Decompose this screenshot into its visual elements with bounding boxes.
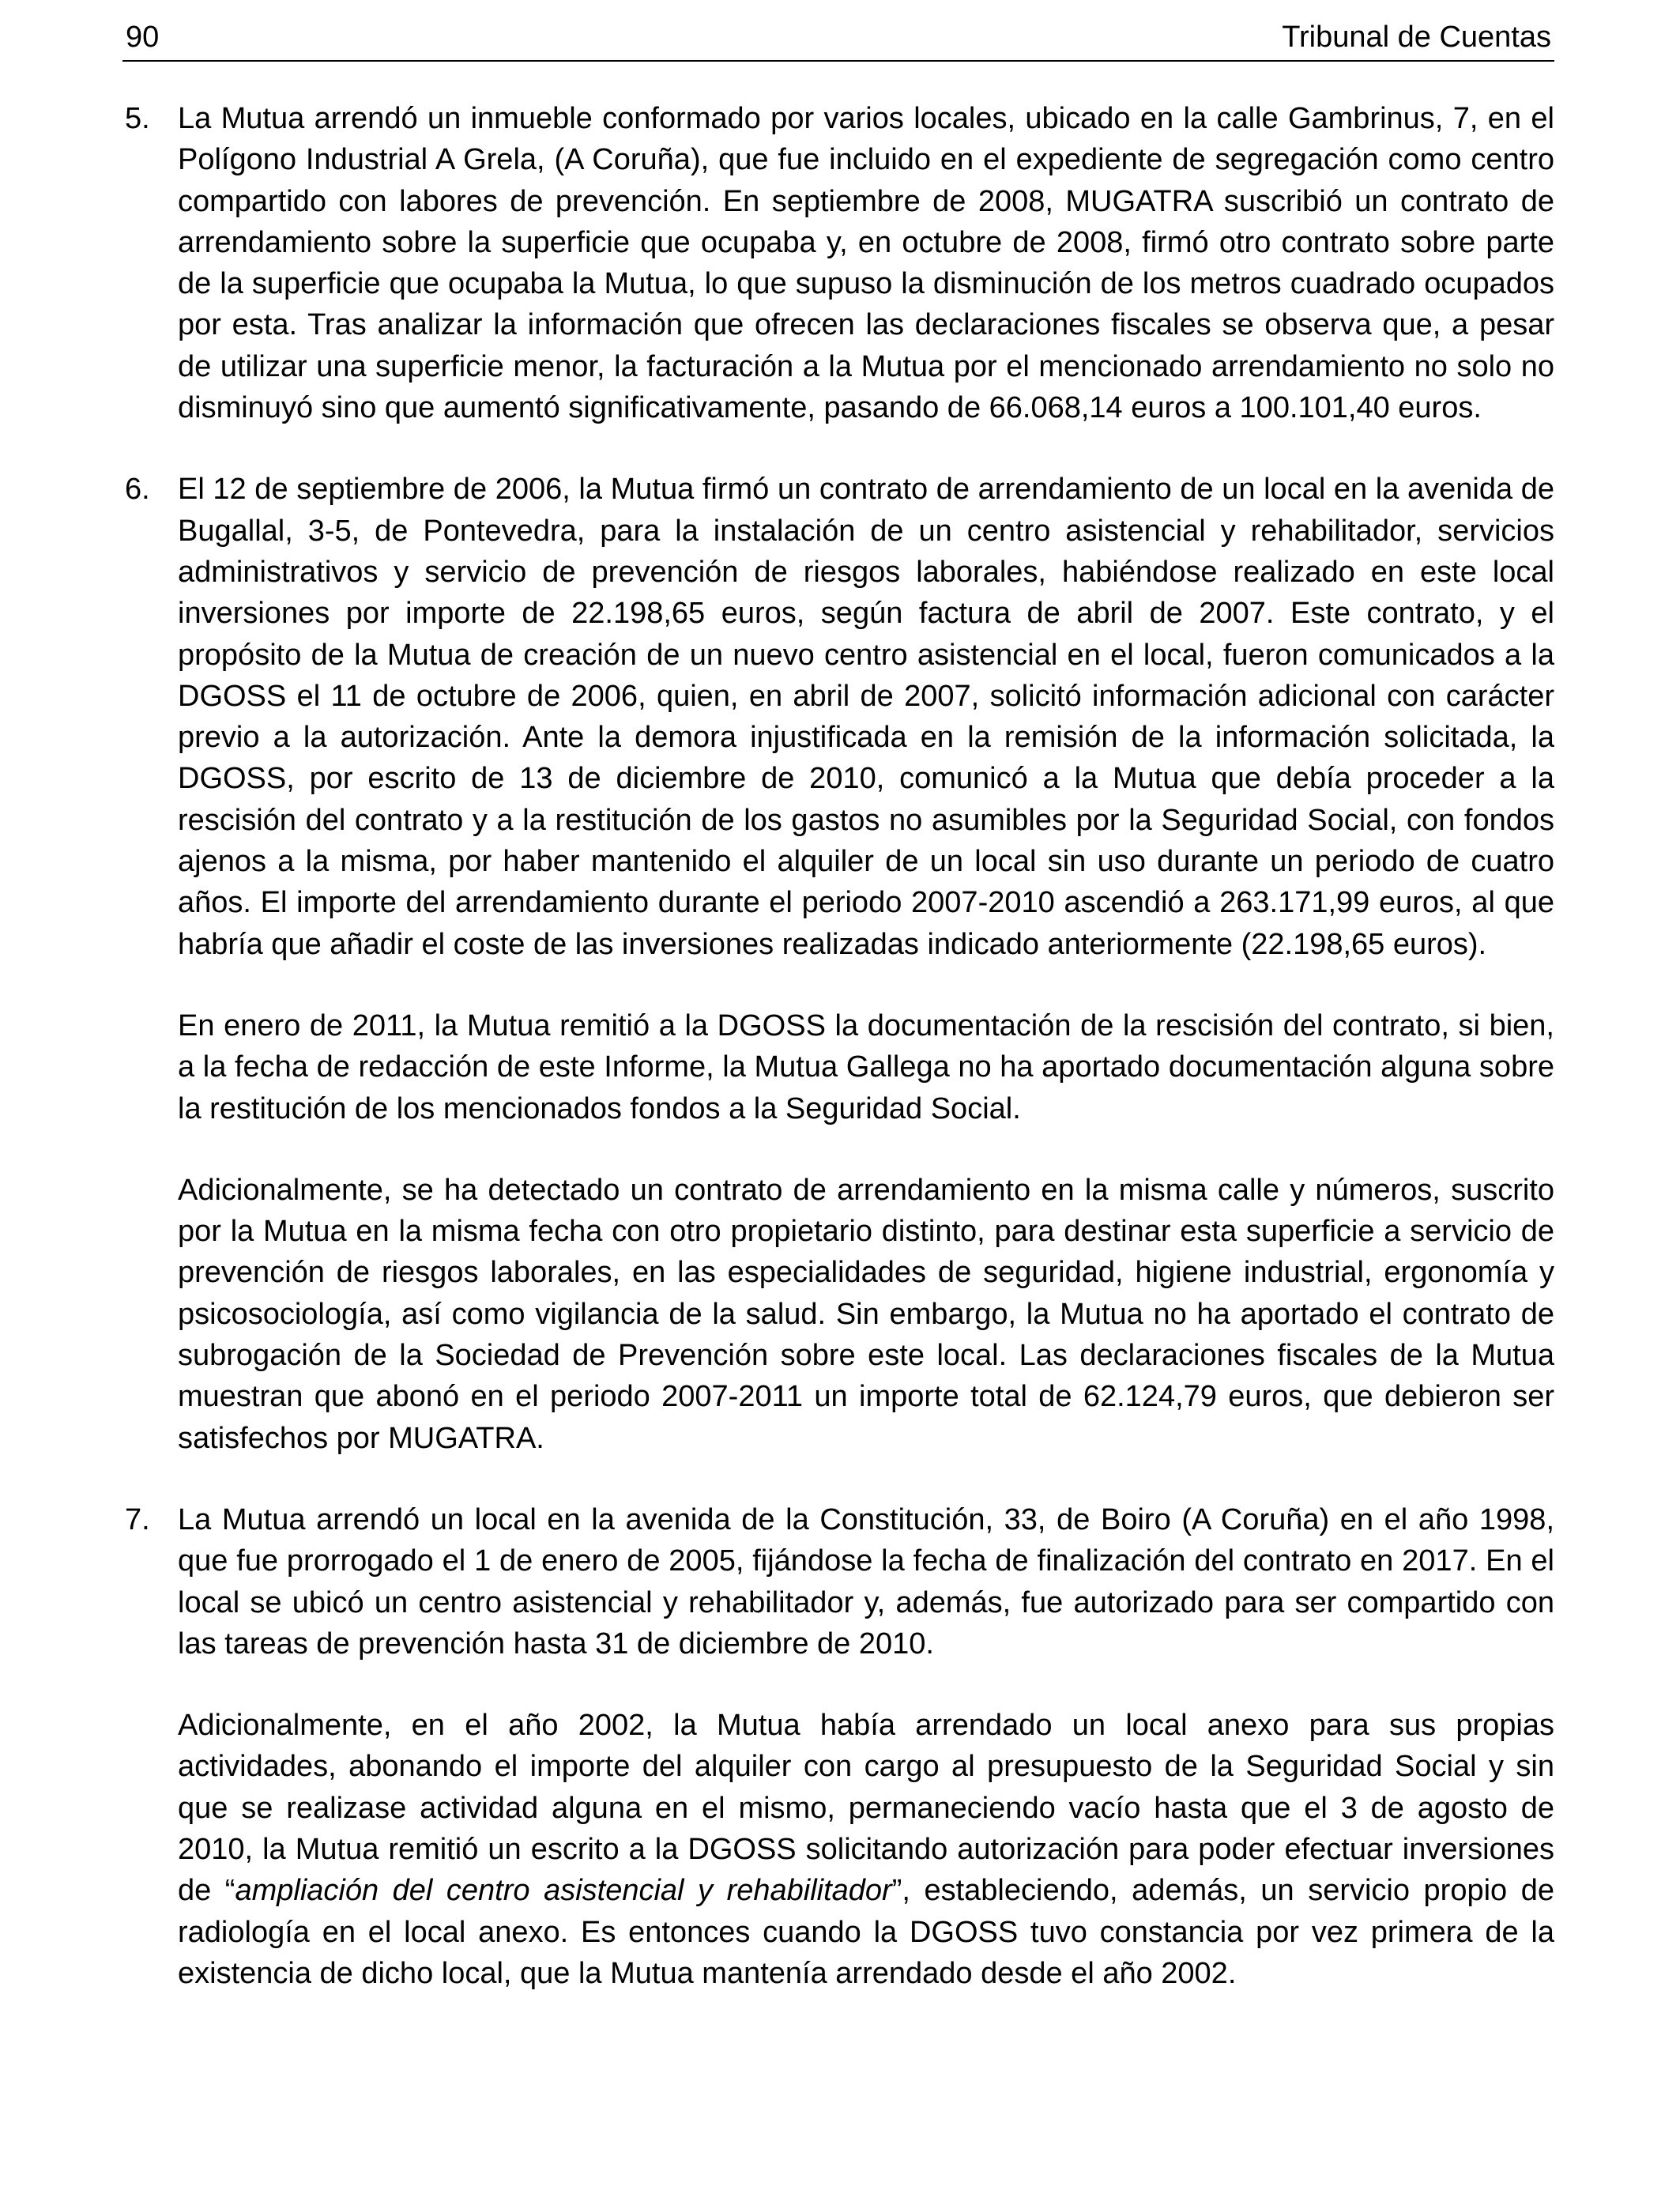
page-header xyxy=(122,16,1554,62)
item-number: 6. xyxy=(125,473,150,507)
page-content xyxy=(122,98,1554,2034)
item-number: 5. xyxy=(125,102,150,135)
paragraph: La Mutua arrendó un inmueble conformado por varios locales, ubicado en la calle Gambrinus, 7, en el Polígono Industrial A Grela, (A Coruña), que fue incluido en el expediente de segregación como centro compartido con labores de prevención. En septiembre de 2008, MUGATRA suscribió un contrato de arrendamiento sobre la superficie que ocupaba y, en octubre de 2008, firmó otro contrato sobre parte de la superficie que ocupaba la Mutua, lo que supuso la disminución de los metros cuadrado ocupados por esta. Tras analizar la información que ofrecen las declaraciones fiscales se observa que, a pesar de utilizar una superficie menor, la facturación a la Mutua por el mencionado arrendamiento no solo no disminuyó sino que aumentó significativamente, pasando de 66.068,14 euros a 100.101,40 euros. xyxy=(178,102,1554,425)
paragraph: El 12 de septiembre de 2006, la Mutua firmó un contrato de arrendamiento de un local en la avenida de Bugallal, 3-5, de Pontevedra, para la instalación de un centro asistencial y rehabilitador, servicios administrativos y servicio de prevención de riesgos laborales, habiéndose realizado en este local inversiones por importe de 22.198,65 euros, según factura de abril de 2007. Este contrato, y el propósito de la Mutua de creación de un nuevo centro asistencial en el local, fueron comunicados a la DGOSS el 11 de octubre de 2006, quien, en abril de 2007, solicitó información adicional con carácter previo a la autorización. Ante la demora injustificada en la remisión de la información solicitada, la DGOSS, por escrito de 13 de diciembre de 2010, comunicó a la Mutua que debía proceder a la rescisión del contrato y a la restitución de los gastos no asumibles por la Seguridad Social, con fondos ajenos a la misma, por haber mantenido el alquiler de un local sin uso durante un periodo de cuatro años. El importe del arrendamiento durante el periodo 2007-2010 ascendió a 263.171,99 euros, al que habría que añadir el coste de las inversiones realizadas indicado anteriormente (22.198,65 euros). xyxy=(178,473,1554,961)
running-title: Tribunal de Cuentas xyxy=(1282,21,1551,54)
list-item-7 xyxy=(122,1499,1554,1994)
quoted-italic-text: ampliación del centro asistencial y rehabilitador xyxy=(235,1874,892,1908)
paragraph-with-quote xyxy=(178,1705,1554,1994)
paragraph-text-before-quote: Adicionalmente, en el año 2002, la Mutua había arrendado un local anexo para sus propias actividades, abonando el importe del alquiler con cargo al presupuesto de la Seguridad Social y sin que se realizase actividad alguna en el mismo, permaneciendo vacío hasta que el 3 de agosto de 2010, la Mutua remitió un escrito a la DGOSS solicitando autorización para poder efectuar inversiones de “ xyxy=(178,1709,1554,1908)
list-item-5 xyxy=(122,98,1554,428)
list-item-6 xyxy=(122,469,1554,1459)
paragraph: La Mutua arrendó un local en la avenida de la Constitución, 33, de Boiro (A Coruña) en el año 1998, que fue prorrogado el 1 de enero de 2005, fijándose la fecha de finalización del contrato en 2017. En el local se ubicó un centro asistencial y rehabilitador y, además, fue autorizado para ser compartido con las tareas de prevención hasta 31 de diciembre de 2010. xyxy=(178,1502,1554,1661)
paragraph: Adicionalmente, se ha detectado un contrato de arrendamiento en la misma calle y números, suscrito por la Mutua en la misma fecha con otro propietario distinto, para destinar esta superficie a servicio de prevención de riesgos laborales, en las especialidades de seguridad, higiene industrial, ergonomía y psicosociología, así como vigilancia de la salud. Sin embargo, la Mutua no ha aportado el contrato de subrogación de la Sociedad de Prevención sobre este local. Las declaraciones fiscales de la Mutua muestran que abonó en el periodo 2007-2011 un importe total de 62.124,79 euros, que debieron ser satisfechos por MUGATRA. xyxy=(178,1173,1554,1455)
item-number: 7. xyxy=(125,1502,150,1536)
page-number: 90 xyxy=(126,21,160,54)
paragraph-text-after-quote: ”, estableciendo, además, un servicio propio de radiología en el local anexo. Es entonces cuando la DGOSS tuvo constancia por vez primera de la existencia de dicho local, que la Mutua mantenía arrendado desde el año 2002. xyxy=(178,1874,1554,1990)
paragraph: En enero de 2011, la Mutua remitió a la DGOSS la documentación de la rescisión del contrato, si bien, a la fecha de redacción de este Informe, la Mutua Gallega no ha aportado documentación alguna sobre la restitución de los mencionados fondos a la Seguridad Social. xyxy=(178,1008,1554,1125)
